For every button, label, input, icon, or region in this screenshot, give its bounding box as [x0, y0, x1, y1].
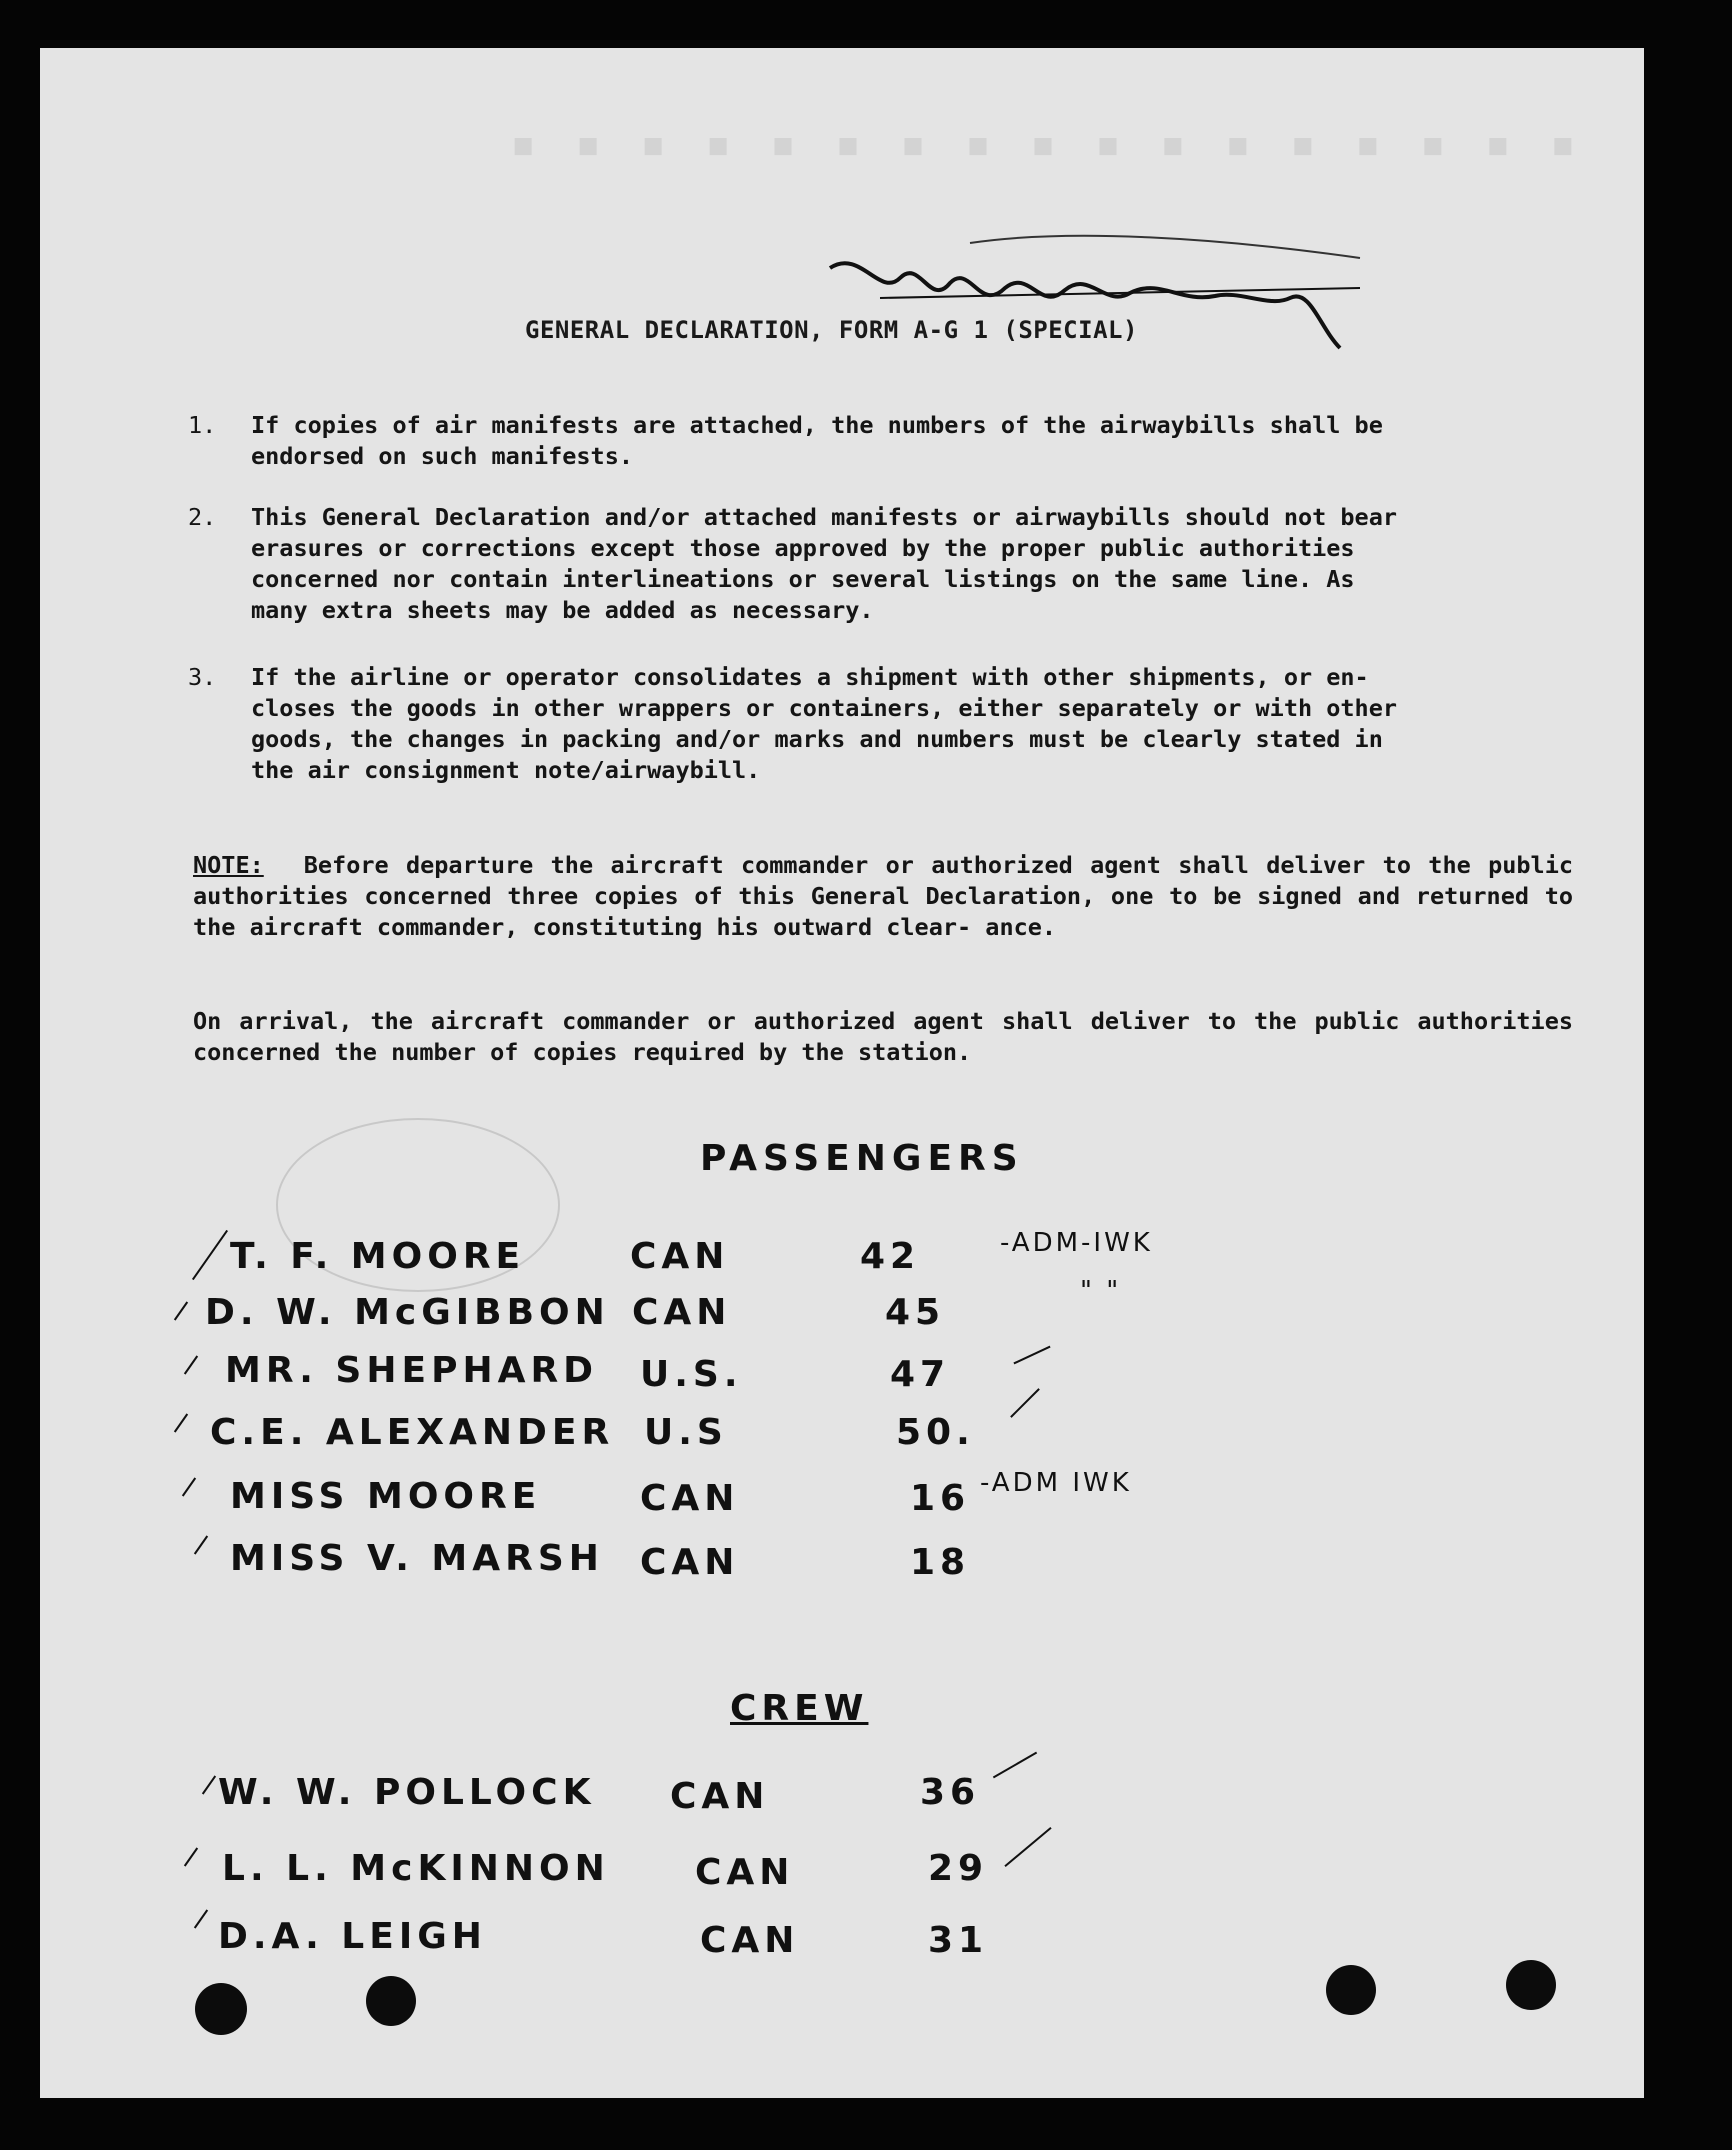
note-label: NOTE:: [193, 851, 264, 879]
crew-age: 29: [928, 1848, 989, 1889]
instruction-text: If the airline or operator consolidates a shipment with other shipments, or en- closes the goods in other wrappers or containers, either separately or with other goods, the changes in packing and/or marks and numbers must be clearly stated in the air consignment note/airwaybill.: [251, 663, 1398, 784]
crew-heading: CREW: [730, 1688, 869, 1729]
check-mark: [1004, 1827, 1051, 1867]
passenger-age: 47: [890, 1354, 951, 1395]
passenger-age: 45: [885, 1292, 946, 1333]
passenger-remark: -ADM-IWK: [1000, 1228, 1153, 1258]
punch-hole: [195, 1983, 247, 2035]
passenger-age: 16: [910, 1478, 971, 1519]
instruction-3: [188, 662, 1568, 792]
instruction-number: 1.: [188, 411, 217, 439]
passenger-remark: " ": [1080, 1276, 1122, 1306]
crew-age: 36: [920, 1772, 981, 1813]
passenger-age: 18: [910, 1542, 971, 1583]
passenger-age: 42: [860, 1236, 921, 1277]
note-paragraph: [193, 850, 1573, 943]
passenger-age: 50.: [896, 1412, 975, 1453]
check-mark: [1013, 1346, 1050, 1365]
instruction-text: This General Declaration and/or attached manifests or airwaybills should not bear erasures or corrections except those approved by the proper public authorities concerned nor contain interlineations or several listings on the same line. As many extra sheets may be added as necessary.: [251, 503, 1398, 624]
check-mark: [192, 1230, 228, 1280]
check-mark: [182, 1477, 196, 1496]
passenger-remark: -ADM IWK: [980, 1468, 1132, 1498]
passenger-name: D. W. McGIBBON: [205, 1292, 610, 1333]
passenger-name: MISS V. MARSH: [230, 1538, 604, 1579]
arrival-paragraph: On arrival, the aircraft commander or authorized agent shall deliver to the public authorities concerned the number of copies required by the station.: [193, 1007, 1573, 1066]
passenger-name: T. F. MOORE: [230, 1236, 526, 1277]
passenger-name: C.E. ALEXANDER: [210, 1412, 615, 1453]
signature-scribble: [820, 228, 1380, 368]
check-mark: [1010, 1388, 1040, 1418]
passenger-nationality: CAN: [630, 1236, 730, 1277]
check-mark: [174, 1301, 188, 1320]
crew-name: D.A. LEIGH: [218, 1916, 487, 1957]
note-text: Before departure the aircraft commander or authorized agent shall deliver to the public authorities concerned three copies of this General Declaration, one to be signed and returned to the aircraft commander, constituting his outward clear- ance.: [193, 851, 1573, 941]
crew-age: 31: [928, 1920, 989, 1961]
passenger-nationality: CAN: [632, 1292, 732, 1333]
check-mark: [184, 1847, 198, 1866]
check-mark: [184, 1355, 198, 1374]
passengers-heading: PASSENGERS: [700, 1138, 1024, 1179]
crew-name: W. W. POLLOCK: [218, 1772, 596, 1813]
check-mark: [202, 1775, 216, 1794]
passenger-nationality: CAN: [640, 1478, 740, 1519]
check-mark: [993, 1752, 1037, 1779]
passenger-nationality: U.S.: [640, 1354, 743, 1395]
crew-nationality: CAN: [695, 1852, 795, 1893]
instruction-number: 2.: [188, 503, 217, 531]
instruction-number: 3.: [188, 663, 217, 691]
document-page: [40, 48, 1644, 2098]
check-mark: [194, 1535, 208, 1554]
check-mark: [174, 1413, 188, 1432]
instruction-2: [188, 502, 1568, 632]
punch-hole: [1326, 1965, 1376, 2015]
punch-hole: [366, 1976, 416, 2026]
instruction-1: [188, 410, 1568, 480]
passenger-nationality: U.S: [644, 1412, 728, 1453]
passenger-name: MISS MOORE: [230, 1476, 542, 1517]
crew-nationality: CAN: [670, 1776, 770, 1817]
crew-nationality: CAN: [700, 1920, 800, 1961]
crew-name: L. L. McKINNON: [222, 1848, 610, 1889]
check-mark: [194, 1909, 208, 1928]
passenger-nationality: CAN: [640, 1542, 740, 1583]
instruction-text: If copies of air manifests are attached, the numbers of the airwaybills shall be endorsed on such manifests.: [251, 411, 1383, 470]
punch-hole: [1506, 1960, 1556, 2010]
form-title: GENERAL DECLARATION, FORM A-G 1 (SPECIAL): [525, 316, 1138, 344]
bleed-through-text: ▪ ▪ ▪ ▪ ▪ ▪ ▪ ▪ ▪ ▪ ▪ ▪ ▪ ▪ ▪ ▪ ▪: [510, 118, 1583, 169]
passenger-name: MR. SHEPHARD: [225, 1350, 599, 1391]
